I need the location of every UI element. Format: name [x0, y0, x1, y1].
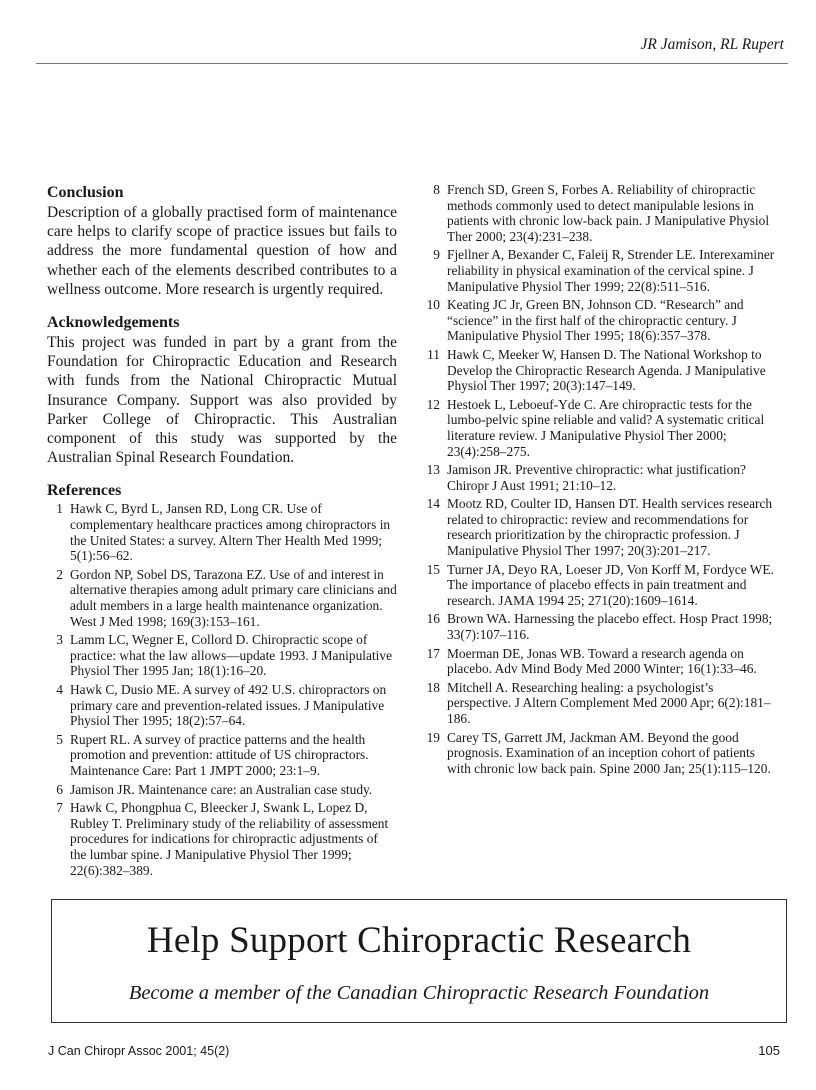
reference-text: Hawk C, Phongphua C, Bleecker J, Swank L, Lopez D, Rubley T. Preliminary study of the reliability of assessment procedures for indications for chiropractic adjustments of the lumbar spine. J Manipulative Physiol Ther 1999; 22(6):382–389. [70, 800, 389, 878]
reference-item [424, 397, 776, 459]
reference-item [424, 646, 776, 677]
reference-number: 11 [427, 346, 440, 362]
reference-item [424, 247, 776, 294]
reference-text: Hawk C, Dusio ME. A survey of 492 U.S. chiropractors on primary care and prevention-related issues. J Manipulative Physiol Ther 1995; 18(2):57–64. [70, 681, 387, 729]
reference-number: 18 [426, 679, 440, 695]
reference-item [47, 501, 397, 563]
reference-item [424, 680, 776, 727]
references-heading: References [47, 482, 122, 500]
reference-number: 13 [426, 462, 440, 478]
reference-text: Lamm LC, Wegner E, Collord D. Chiropractic scope of practice: what the law allows—update 1993. J Manipulative Physiol Ther 1995 Jan; 18(1):16–20. [70, 632, 393, 679]
reference-text: Carey TS, Garrett JM, Jackman AM. Beyond the good prognosis. Examination of an inception cohort of patients with chronic low back pain. Spine 2000 Jan; 25(1):115–120. [447, 729, 771, 776]
reference-text: Rupert RL. A survey of practice patterns and the health promotion and prevention: attitude of US chiropractors. Maintenance Care: Part 1 JMPT 2000; 23:1–9. [70, 731, 369, 778]
reference-item [424, 462, 776, 493]
reference-item [47, 782, 397, 798]
reference-item [424, 297, 776, 344]
reference-number: 9 [433, 247, 440, 263]
reference-text: Hestoek L, Leboeuf-Yde C. Are chiropractic tests for the lumbo-pelvic spine reliable and valid? A systematic critical literature review. J Manipulative Physiol Ther 2000; 23(4):258–275. [447, 396, 765, 459]
reference-item [47, 800, 397, 878]
advertisement-box [51, 899, 787, 1023]
reference-item [47, 682, 397, 729]
reference-text: Jamison JR. Preventive chiropractic: what justification? Chiropr J Aust 1991; 21:10–12. [447, 462, 746, 493]
reference-item [424, 730, 776, 777]
reference-text: Turner JA, Deyo RA, Loeser JD, Von Korff M, Fordyce WE. The importance of placebo effects in pain treatment and research. JAMA 1994 25; 271(20):1609–1614. [447, 561, 774, 608]
reference-text: Brown WA. Harnessing the placebo effect. Hosp Pract 1998; 33(7):107–116. [447, 611, 773, 643]
reference-number: 19 [426, 729, 440, 745]
reference-item [424, 496, 776, 558]
reference-text: Hawk C, Byrd L, Jansen RD, Long CR. Use of complementary healthcare practices among chiropractors in the United States: a survey. Altern Ther Health Med 1999; 5(1):56–62. [70, 501, 391, 564]
reference-text: Keating JC Jr, Green BN, Johnson CD. “Research” and “science” in the first half of the chiropractic century. J Manipulative Physiol Ther 1995; 18(6):357–378. [447, 297, 744, 344]
references-section [47, 481, 397, 878]
reference-item [424, 611, 776, 642]
reference-item [47, 632, 397, 679]
reference-number: 7 [56, 800, 63, 816]
reference-number: 15 [426, 561, 440, 577]
reference-text: French SD, Green S, Forbes A. Reliability of chiropractic methods commonly used to detect manipulable lesions in patients with chronic low-back pain. J Manipulative Physiol Ther 2000; 23(4):231–238. [447, 182, 770, 244]
reference-number: 10 [426, 297, 440, 313]
references-list-left [47, 501, 397, 878]
reference-item [47, 567, 397, 629]
reference-number: 14 [426, 496, 440, 512]
reference-number: 3 [56, 632, 63, 648]
conclusion-heading: Conclusion [47, 184, 124, 201]
conclusion-section [47, 183, 397, 299]
reference-number: 6 [56, 781, 63, 797]
reference-number: 4 [56, 681, 63, 697]
reference-number: 17 [426, 645, 440, 661]
reference-item [424, 347, 776, 394]
reference-item [424, 562, 776, 609]
reference-text: Gordon NP, Sobel DS, Tarazona EZ. Use of and interest in alternative therapies among adult primary care clinicians and adult members in a large health maintenance organization. West J Med 1998; 169(3):153–161. [70, 566, 397, 629]
reference-number: 5 [56, 731, 63, 747]
footer-journal-citation: J Can Chiropr Assoc 2001; 45(2) [48, 1044, 230, 1058]
reference-text: Jamison JR. Maintenance care: an Australian case study. [70, 781, 373, 797]
left-column [47, 183, 397, 892]
ad-subline: Become a member of the Canadian Chiropractic Research Foundation [128, 982, 710, 1004]
reference-text: Mootz RD, Coulter ID, Hansen DT. Health services research related to chiropractic: review and recommendations for research prioritization by the chiropractic profession. J Manipulative Physiol Ther 1997; 20(3):201–217. [447, 496, 773, 559]
reference-item [47, 732, 397, 779]
references-list-right [424, 182, 776, 779]
reference-text: Mitchell A. Researching healing: a psychologist’s perspective. J Altern Complement Med 2000 Apr; 6(2):181–186. [447, 679, 771, 726]
conclusion-text: Description of a globally practised form of maintenance care helps to clarify scope of practice issues but fails to address the more fundamental question of how and whether each of the elements described contributes to a wellness outcome. More research is urgently required. [47, 204, 397, 298]
reference-number: 16 [426, 611, 440, 627]
reference-item [424, 182, 776, 244]
reference-number: 2 [56, 566, 63, 582]
reference-number: 1 [56, 501, 63, 517]
acknowledgements-section [47, 313, 397, 467]
reference-text: Hawk C, Meeker W, Hansen D. The National Workshop to Develop the Chiropractic Research Agenda. J Manipulative Physiol Ther 1997; 20(3):147–149. [447, 346, 766, 394]
reference-text: Fjellner A, Bexander C, Faleij R, Strender LE. Interexaminer reliability in physical examination of the cervical spine. J Manipulative Physiol Ther 1999; 22(8):511–516. [447, 247, 775, 294]
reference-number: 12 [426, 396, 440, 412]
running-head-authors: JR Jamison, RL Rupert [640, 36, 784, 53]
header-rule [36, 63, 788, 64]
reference-number: 8 [433, 182, 440, 197]
ad-headline: Help Support Chiropractic Research [146, 920, 692, 961]
acknowledgements-text: This project was funded in part by a grant from the Foundation for Chiropractic Education and Research with funds from the National Chiropractic Mutual Insurance Company. Support was also provided by Parker College of Chiropractic. This Australian component of this study was supported by the Australian Spinal Research Foundation. [47, 334, 397, 467]
reference-text: Moerman DE, Jonas WB. Toward a research agenda on placebo. Adv Mind Body Med 2000 Winter; 16(1):33–46. [447, 645, 757, 677]
acknowledgements-heading: Acknowledgements [47, 314, 180, 332]
footer-page-number: 105 [758, 1043, 780, 1058]
